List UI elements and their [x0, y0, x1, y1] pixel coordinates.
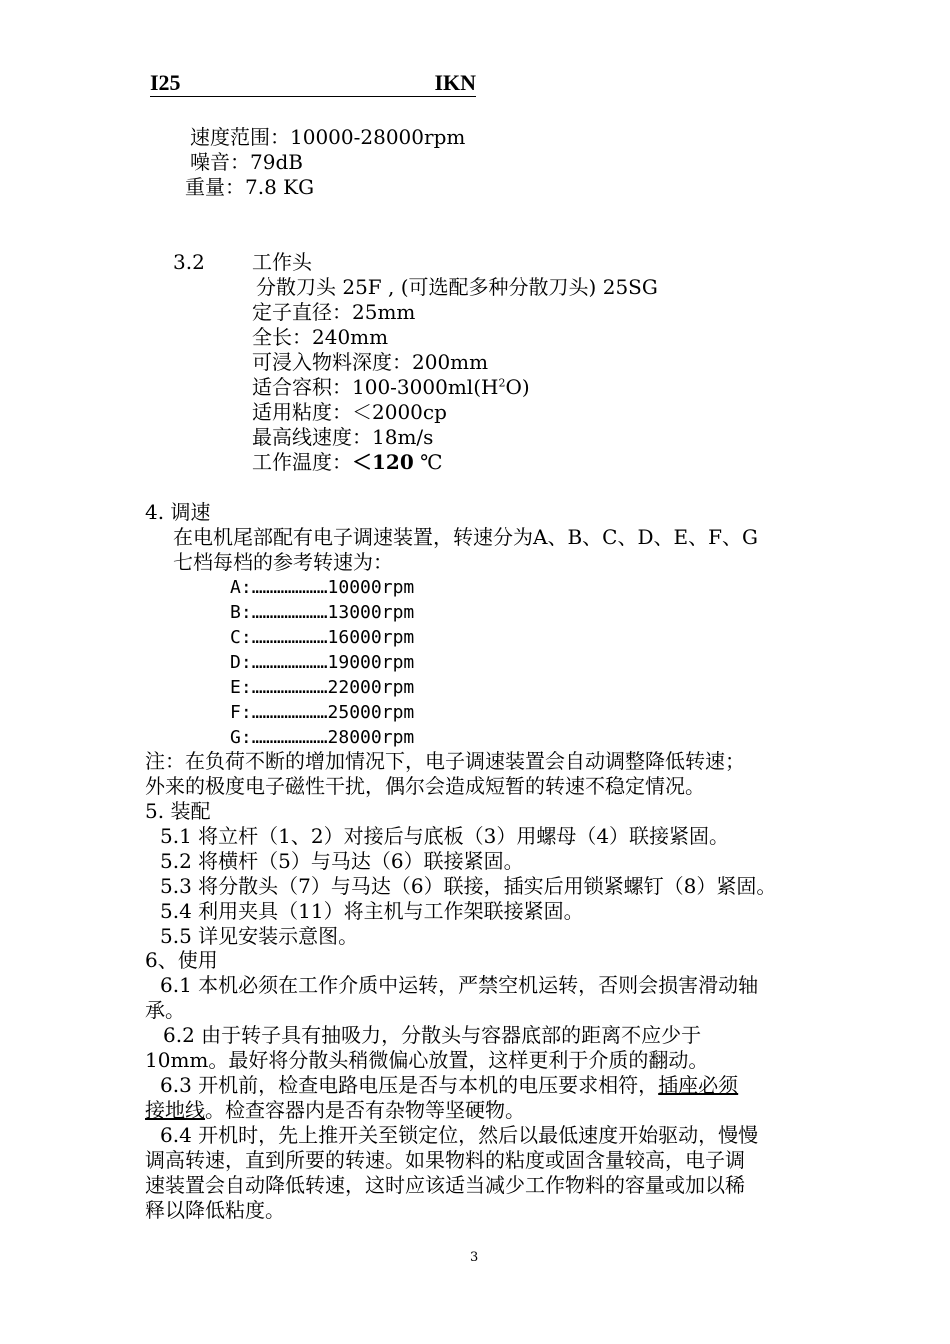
spec-speed-range: 速度范围：10000-28000rpm: [190, 125, 466, 149]
section-4-intro-1: 在电机尾部配有电子调速装置，转速分为A、B、C、D、E、F、G: [173, 525, 758, 549]
usage-6-4-line-2: 调高转速，直到所要的转速。如果物料的粘度或固含量较高，电子调: [145, 1148, 745, 1172]
section-3-2-number: 3.2: [173, 250, 205, 274]
speed-row-c: [230, 625, 414, 650]
temperature-unit: ℃: [413, 450, 443, 474]
usage-6-1-line-2: 承。: [145, 998, 185, 1022]
section-6-title: 6、使用: [145, 948, 218, 972]
speed-value: 22000rpm: [327, 677, 415, 698]
speed-dots: …………………: [251, 627, 328, 648]
spec-weight: 重量：7.8 KG: [185, 175, 315, 199]
page-number: 3: [470, 1250, 479, 1265]
speed-label: A:: [230, 577, 252, 598]
assembly-item-4: 5.4 利用夹具（11）将主机与工作架联接紧固。: [160, 899, 584, 923]
section-3-2-title: 工作头: [252, 250, 312, 274]
note-line-2: 外来的极度电子磁性干扰，偶尔会造成短暂的转速不稳定情况。: [145, 774, 705, 798]
usage-6-1-line-1: 6.1 本机必须在工作介质中运转，严禁空机运转，否则会损害滑动轴: [160, 973, 759, 997]
usage-6-4-line-1: 6.4 开机时，先上推开关至锁定位，然后以最低速度开始驱动，慢慢: [160, 1123, 759, 1147]
speed-row-a: [230, 575, 414, 600]
assembly-item-3: 5.3 将分散头（7）与马达（6）联接，插实后用锁紧螺钉（8）紧固。: [160, 874, 777, 898]
speed-row-b: [230, 600, 414, 625]
speed-row-f: [230, 700, 414, 725]
speed-dots: …………………: [251, 727, 328, 748]
header-brand: IKN: [434, 70, 476, 95]
usage-6-3-underlined: 插座必须: [658, 1073, 739, 1097]
temperature-prefix: 工作温度：: [252, 450, 352, 474]
speed-label: D:: [230, 652, 252, 673]
assembly-item-1: 5.1 将立杆（1、2）对接后与底板（3）用螺母（4）联接紧固。: [160, 824, 730, 848]
volume-sup: 2: [498, 376, 506, 390]
speed-value: 13000rpm: [327, 602, 415, 623]
usage-6-2-line-1: 6.2 由于转子具有抽吸力，分散头与容器底部的距离不应少于: [163, 1023, 702, 1047]
speed-dots: …………………: [251, 702, 328, 723]
speed-value: 16000rpm: [327, 627, 415, 648]
usage-6-3-text: 6.3 开机前，检查电路电压是否与本机的电压要求相符，: [160, 1073, 659, 1097]
assembly-item-5: 5.5 详见安装示意图。: [160, 924, 359, 948]
page-header: [150, 70, 476, 97]
assembly-item-2: 5.2 将横杆（5）与马达（6）联接紧固。: [160, 849, 524, 873]
speed-label: C:: [230, 627, 252, 648]
usage-6-3-line-1: [160, 1073, 738, 1098]
speed-dots: …………………: [251, 577, 328, 598]
speed-value: 19000rpm: [327, 652, 415, 673]
usage-6-3-underlined-2: 接地线: [145, 1098, 205, 1122]
section-4-title: 4. 调速: [145, 500, 211, 524]
stator-line: 定子直径：25mm: [252, 300, 416, 324]
speed-row-e: [230, 675, 414, 700]
speed-dots: …………………: [251, 677, 328, 698]
temperature-line: [252, 450, 442, 475]
viscosity-line: 适用粘度：＜2000cp: [252, 400, 447, 424]
speed-row-d: [230, 650, 414, 675]
volume-suffix: O): [505, 375, 530, 399]
speed-value: 10000rpm: [327, 577, 415, 598]
temperature-value: ＜120: [352, 450, 414, 474]
speed-label: G:: [230, 727, 252, 748]
volume-prefix: 适合容积：100-3000ml(H: [252, 375, 499, 399]
length-line: 全长：240mm: [252, 325, 389, 349]
line-speed-line: 最高线速度：18m/s: [252, 425, 434, 449]
usage-6-4-line-3: 速装置会自动降低转速，这时应该适当减少工作物料的容量或加以稀: [145, 1173, 745, 1197]
speed-row-g: [230, 725, 414, 750]
note-line-1: 注：在负荷不断的增加情况下，电子调速装置会自动调整降低转速；: [145, 749, 745, 773]
speed-label: E:: [230, 677, 252, 698]
speed-value: 28000rpm: [327, 727, 415, 748]
usage-6-3-line-2: [145, 1098, 525, 1123]
speed-dots: …………………: [251, 602, 328, 623]
usage-6-4-line-4: 释以降低粘度。: [145, 1198, 285, 1222]
usage-6-2-line-2: 10mm。最好将分散头稍微偏心放置，这样更利于介质的翻动。: [145, 1048, 709, 1072]
disperser-line: 分散刀头 25F , (可选配多种分散刀头) 25SG: [256, 275, 658, 299]
section-4-intro-2: 七档每档的参考转速为：: [173, 550, 393, 574]
speed-dots: …………………: [251, 652, 328, 673]
speed-label: B:: [230, 602, 252, 623]
speed-label: F:: [230, 702, 252, 723]
header-model: I25: [150, 70, 181, 95]
volume-line: [252, 375, 530, 400]
section-5-title: 5. 装配: [145, 799, 211, 823]
spec-noise: 噪音：79dB: [190, 150, 303, 174]
usage-6-3-text-2: 。检查容器内是否有杂物等坚硬物。: [205, 1098, 525, 1122]
immersion-line: 可浸入物料深度：200mm: [252, 350, 489, 374]
speed-value: 25000rpm: [327, 702, 415, 723]
